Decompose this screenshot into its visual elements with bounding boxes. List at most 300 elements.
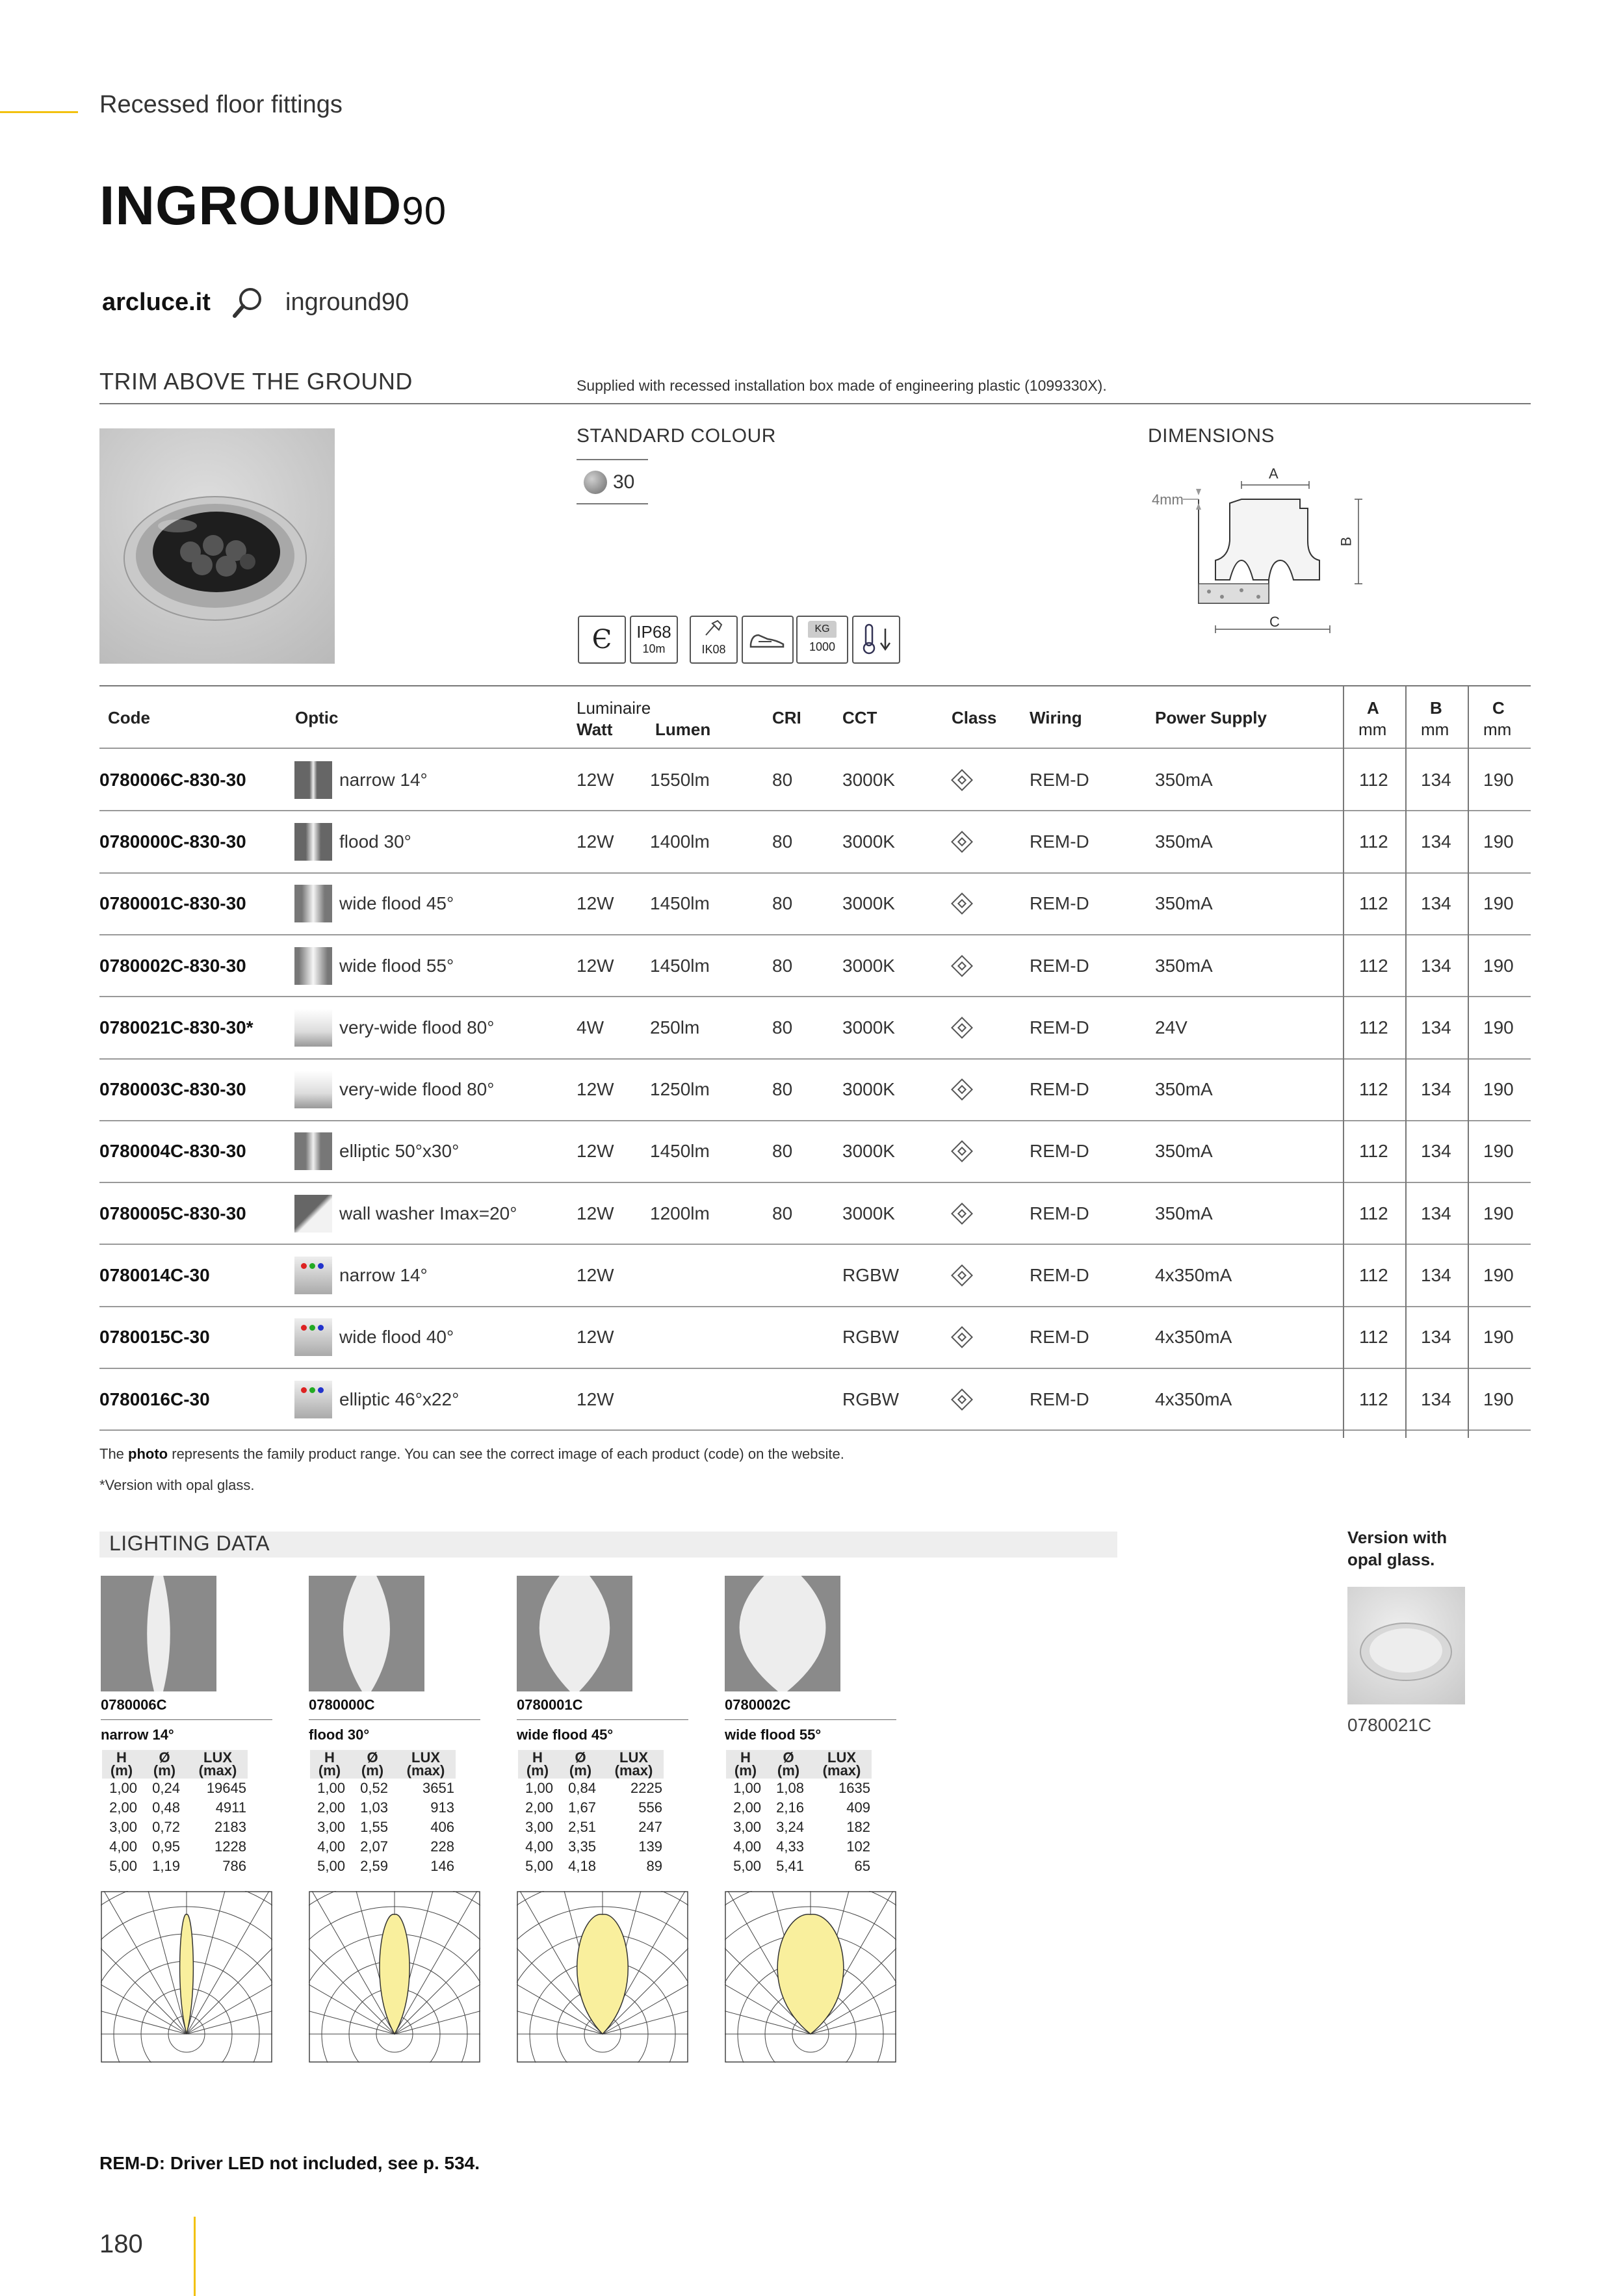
col-header-b-unit: mm [1421,720,1449,739]
load-value-label: 1000 [809,640,836,653]
lux-row [518,1798,664,1818]
cell-optic: wide flood 55° [339,955,454,976]
lux-row [102,1818,248,1837]
lux-value: 228 [430,1838,454,1855]
lux-h: 5,00 [317,1858,345,1874]
lux-h: 5,00 [525,1858,553,1874]
product-title [99,174,447,237]
lux-d: 0,24 [152,1780,180,1796]
col-header-watt: Watt [577,720,613,739]
cell-optic: wall washer Imax=20° [339,1203,517,1223]
table-separator-c [1468,685,1469,1438]
cell-code: 0780000C-830-30 [99,831,246,852]
lighting-code-divider [101,1719,272,1720]
lux-value: 556 [638,1799,662,1816]
lux-col-h: H (m) [518,1750,557,1779]
col-header-b: B [1430,698,1442,718]
product-title-main: INGROUND [99,175,402,236]
ip-rating-icon [630,616,678,664]
lux-d: 4,33 [776,1838,804,1855]
col-header-wiring: Wiring [1030,708,1082,727]
lux-h: 4,00 [525,1838,553,1855]
cell-power: 4x350mA [1155,1327,1232,1348]
cell-code: 0780015C-30 [99,1327,210,1348]
cell-lumen: 1250lm [650,1079,710,1100]
lighting-code-divider [517,1719,688,1720]
col-header-optic: Optic [295,708,339,727]
lighting-optic-name: flood 30° [309,1727,370,1743]
lux-row [518,1837,664,1857]
optic-beam-icon [294,1195,332,1233]
cell-cct: RGBW [842,1265,900,1286]
optic-beam-icon [294,1009,332,1047]
lux-h: 4,00 [109,1838,137,1855]
cell-a: 112 [1359,769,1388,790]
lux-row [518,1779,664,1798]
cell-cri: 80 [772,1017,793,1037]
cell-cri: 80 [772,831,793,852]
lux-d: 0,95 [152,1838,180,1855]
cell-b: 134 [1421,831,1451,852]
polar-diagram [517,1891,688,2063]
cell-wiring: REM-D [1030,955,1089,976]
cell-wiring: REM-D [1030,1327,1089,1348]
cell-optic: elliptic 46°x22° [339,1389,460,1409]
lux-h: 2,00 [109,1799,137,1816]
cell-lumen: 250lm [650,1017,700,1037]
table-row-divider [99,1120,1531,1121]
cell-code: 0780003C-830-30 [99,1079,246,1100]
polar-diagram [725,1891,896,2063]
cell-c: 190 [1483,955,1514,976]
col-header-luminaire: Luminaire [577,698,651,718]
cell-cct: RGBW [842,1327,900,1348]
cell-watt: 12W [577,1265,614,1286]
cell-cct: 3000K [842,1141,895,1162]
load-kg-label: KG [808,621,837,638]
cell-power: 24V [1155,1017,1188,1037]
cell-power: 350mA [1155,1203,1213,1223]
cell-a: 112 [1359,1203,1388,1223]
table-row-divider [99,810,1531,811]
class-symbol-icon [951,831,973,853]
cell-c: 190 [1483,1017,1514,1037]
table-separator-b [1405,685,1407,1438]
lighting-code: 0780006C [101,1697,167,1713]
lighting-code: 0780002C [725,1697,791,1713]
lighting-optic-name: wide flood 55° [725,1727,822,1743]
lux-h: 1,00 [733,1780,761,1796]
cell-a: 112 [1359,955,1388,976]
cell-a: 112 [1359,893,1388,914]
cell-power: 4x350mA [1155,1389,1232,1409]
temperature-icon [852,616,900,664]
rem-d-note: REM-D: Driver LED not included, see p. 534. [99,2153,480,2173]
photo-note-pre: The [99,1446,129,1462]
beam-image [517,1576,632,1691]
lux-d: 2,51 [568,1819,596,1835]
lux-d: 1,08 [776,1780,804,1796]
ip-rating-label: IP68 [636,622,671,642]
colour-code: 30 [613,471,635,493]
table-row-divider [99,1306,1531,1307]
col-header-lumen: Lumen [655,720,711,739]
cell-wiring: REM-D [1030,1203,1089,1223]
lux-col-d: Ø (m) [765,1750,812,1779]
cell-optic: narrow 14° [339,1265,428,1286]
optic-beam-icon [294,1071,332,1108]
lighting-optic-name: wide flood 45° [517,1727,614,1743]
cell-a: 112 [1359,1017,1388,1037]
opal-version-code: 0780021C [1347,1715,1432,1735]
lux-value: 1228 [214,1838,246,1855]
lux-value: 406 [430,1819,454,1835]
lux-h: 1,00 [525,1780,553,1796]
optic-beam-icon [294,885,332,922]
photo-note [99,1446,844,1463]
lux-row [726,1837,872,1857]
beam-image [309,1576,424,1691]
cell-b: 134 [1421,1327,1451,1348]
lux-col-lux: LUX (max) [604,1750,664,1779]
footer-accent-line [194,2217,196,2296]
lux-value: 2225 [630,1780,662,1796]
lux-col-h: H (m) [726,1750,765,1779]
lux-h: 3,00 [109,1819,137,1835]
cell-watt: 12W [577,769,614,790]
cell-code: 0780014C-30 [99,1265,210,1286]
lux-h: 4,00 [317,1838,345,1855]
lux-d: 2,07 [360,1838,388,1855]
lux-d: 3,24 [776,1819,804,1835]
cell-a: 112 [1359,1265,1388,1286]
cell-c: 190 [1483,1265,1514,1286]
cell-power: 350mA [1155,1079,1213,1100]
lux-d: 3,35 [568,1838,596,1855]
cell-optic: very-wide flood 80° [339,1017,495,1037]
cell-c: 190 [1483,893,1514,914]
cell-c: 190 [1483,1203,1514,1223]
cell-cct: 3000K [842,1203,895,1223]
col-header-class: Class [952,708,997,727]
cell-code: 0780021C-830-30* [99,1017,253,1037]
cell-b: 134 [1421,769,1451,790]
optic-beam-icon [294,947,332,985]
cell-lumen: 1550lm [650,769,710,790]
colour-swatch [584,471,607,494]
cell-wiring: REM-D [1030,893,1089,914]
cell-wiring: REM-D [1030,1017,1089,1037]
opal-version-photo [1347,1587,1465,1704]
lux-value: 913 [430,1799,454,1816]
cell-watt: 12W [577,1203,614,1223]
cell-cri: 80 [772,1141,793,1162]
lux-h: 3,00 [525,1819,553,1835]
lux-col-lux: LUX (max) [188,1750,248,1779]
photo-note-bold: photo [128,1446,168,1462]
lux-row [726,1818,872,1837]
cell-wiring: REM-D [1030,831,1089,852]
col-header-a: A [1367,698,1379,718]
dimension-label-a: A [1269,465,1279,482]
standard-colour-heading: STANDARD COLOUR [577,425,776,447]
lux-value: 4911 [215,1799,246,1816]
lux-table [310,1750,456,1876]
cell-cct: 3000K [842,769,895,790]
cell-watt: 12W [577,893,614,914]
cell-cri: 80 [772,893,793,914]
lux-value: 1635 [838,1780,870,1796]
lux-h: 2,00 [733,1799,761,1816]
table-row-divider [99,1244,1531,1245]
lux-value: 2183 [214,1819,246,1835]
cell-code: 0780002C-830-30 [99,955,246,976]
table-row-divider [99,1368,1531,1369]
lux-value: 409 [846,1799,870,1816]
lux-row [102,1798,248,1818]
lux-row [310,1779,456,1798]
cell-cct: 3000K [842,1017,895,1037]
lux-row [310,1837,456,1857]
col-header-a-unit: mm [1358,720,1387,739]
cell-power: 350mA [1155,955,1213,976]
cell-code: 0780016C-30 [99,1389,210,1409]
lux-row [310,1857,456,1876]
cell-a: 112 [1359,1141,1388,1162]
lux-value: 89 [646,1858,662,1874]
lux-col-lux: LUX (max) [396,1750,456,1779]
col-header-cri: CRI [772,708,801,727]
cell-cri: 80 [772,1203,793,1223]
cell-lumen: 1450lm [650,955,710,976]
cell-wiring: REM-D [1030,1079,1089,1100]
table-separator-a [1343,685,1344,1438]
cell-power: 350mA [1155,769,1213,790]
col-header-power: Power Supply [1155,708,1267,727]
trim-heading: TRIM ABOVE THE GROUND [99,368,413,395]
cell-lumen: 1400lm [650,831,710,852]
lux-row [102,1837,248,1857]
dimension-label-b: B [1338,536,1355,547]
class-symbol-icon [951,1203,973,1225]
polar-diagram [309,1891,480,2063]
lighting-code: 0780000C [309,1697,375,1713]
lux-table [102,1750,248,1876]
section-title: Recessed floor fittings [99,91,343,118]
lux-h: 2,00 [525,1799,553,1816]
lighting-code-divider [725,1719,896,1720]
cell-b: 134 [1421,1389,1451,1409]
dimensions-drawing [1144,463,1378,645]
table-top-line [99,685,1531,686]
lux-d: 0,84 [568,1780,596,1796]
lux-col-d: Ø (m) [557,1750,604,1779]
class-symbol-icon [951,1140,973,1162]
lux-row [310,1798,456,1818]
cell-c: 190 [1483,1141,1514,1162]
cell-wiring: REM-D [1030,1389,1089,1409]
website-search-row [102,289,492,321]
lux-value: 3651 [422,1780,454,1796]
lux-value: 247 [638,1819,662,1835]
lux-h: 4,00 [733,1838,761,1855]
lighting-data-heading: LIGHTING DATA [109,1532,270,1555]
cell-wiring: REM-D [1030,769,1089,790]
cell-wiring: REM-D [1030,1265,1089,1286]
cell-a: 112 [1359,831,1388,852]
table-row-divider [99,1058,1531,1060]
lux-h: 5,00 [733,1858,761,1874]
lux-d: 1,03 [360,1799,388,1816]
lighting-code: 0780001C [517,1697,583,1713]
table-row-divider [99,1182,1531,1183]
lux-value: 139 [638,1838,662,1855]
lux-row [518,1857,664,1876]
cell-b: 134 [1421,1265,1451,1286]
trim-divider [99,403,1531,404]
lux-row [102,1857,248,1876]
cell-cct: 3000K [842,893,895,914]
lux-row [102,1779,248,1798]
cell-code: 0780006C-830-30 [99,769,246,790]
lux-h: 2,00 [317,1799,345,1816]
cell-a: 112 [1359,1327,1388,1348]
col-header-c: C [1492,698,1505,718]
website-link[interactable]: arcluce.it [102,289,211,316]
lux-row [726,1857,872,1876]
cell-cri: 80 [772,1079,793,1100]
cell-optic: elliptic 50°x30° [339,1141,460,1162]
cell-code: 0780005C-830-30 [99,1203,246,1223]
beam-image [101,1576,216,1691]
cell-watt: 12W [577,1079,614,1100]
cell-c: 190 [1483,1327,1514,1348]
cell-power: 350mA [1155,831,1213,852]
lighting-code-divider [309,1719,480,1720]
cell-optic: very-wide flood 80° [339,1079,495,1100]
lux-d: 0,48 [152,1799,180,1816]
cell-lumen: 1450lm [650,1141,710,1162]
class-symbol-icon [951,769,973,791]
lux-col-lux: LUX (max) [812,1750,872,1779]
lux-d: 1,19 [152,1858,180,1874]
cell-optic: narrow 14° [339,769,428,790]
lux-h: 1,00 [317,1780,345,1796]
table-row-divider [99,934,1531,935]
cell-lumen: 1450lm [650,893,710,914]
lux-d: 0,72 [152,1819,180,1835]
cell-cct: 3000K [842,1079,895,1100]
col-header-cct: CCT [842,708,877,727]
class-symbol-icon [951,893,973,915]
class-symbol-icon [951,1264,973,1286]
lux-h: 3,00 [317,1819,345,1835]
polar-diagram [101,1891,272,2063]
cell-optic: wide flood 40° [339,1327,454,1348]
lux-value: 65 [854,1858,870,1874]
lux-col-d: Ø (m) [349,1750,396,1779]
lux-d: 1,67 [568,1799,596,1816]
cell-b: 134 [1421,1141,1451,1162]
lux-col-h: H (m) [102,1750,141,1779]
photo-note-post: represents the family product range. You can see the correct image of each product (code) on the website. [168,1446,844,1462]
cell-code: 0780004C-830-30 [99,1141,246,1162]
lux-table [518,1750,664,1876]
ik-rating-label: IK08 [701,643,726,656]
cell-watt: 12W [577,831,614,852]
cell-optic: wide flood 45° [339,893,454,914]
ip-depth-label: 10m [642,642,666,655]
load-kg-icon [796,616,848,664]
cell-b: 134 [1421,893,1451,914]
cell-c: 190 [1483,831,1514,852]
optic-beam-icon [294,1132,332,1170]
cell-lumen: 1200lm [650,1203,710,1223]
lux-row [518,1818,664,1837]
product-title-suffix: 90 [402,189,447,233]
table-row-divider [99,1429,1531,1431]
cell-power: 4x350mA [1155,1265,1232,1286]
cell-watt: 12W [577,955,614,976]
walkover-shoe-icon [742,616,794,664]
cell-b: 134 [1421,955,1451,976]
class-symbol-icon [951,1326,973,1348]
cell-c: 190 [1483,769,1514,790]
cell-b: 134 [1421,1203,1451,1223]
lux-d: 0,52 [360,1780,388,1796]
cell-code: 0780001C-830-30 [99,893,246,914]
page-number: 180 [99,2230,143,2258]
lux-value: 786 [222,1858,246,1874]
cell-b: 134 [1421,1017,1451,1037]
lux-h: 1,00 [109,1780,137,1796]
ik-rating-icon [690,616,738,664]
cell-watt: 12W [577,1327,614,1348]
rgb-optic-icon [294,1381,332,1418]
cell-cct: 3000K [842,955,895,976]
lux-d: 2,16 [776,1799,804,1816]
colour-line-bottom [577,503,648,504]
product-photo [99,428,335,664]
supplied-note: Supplied with recessed installation box made of engineering plastic (1099330X). [577,377,1107,394]
lux-row [726,1779,872,1798]
ce-mark-icon: Є [578,616,626,664]
lux-d: 2,59 [360,1858,388,1874]
lux-h: 5,00 [109,1858,137,1874]
cell-cri: 80 [772,955,793,976]
lux-d: 5,41 [776,1858,804,1874]
table-row-divider [99,996,1531,997]
lux-d: 1,55 [360,1819,388,1835]
beam-image [725,1576,840,1691]
cell-cct: RGBW [842,1389,900,1409]
col-header-c-unit: mm [1483,720,1512,739]
cell-c: 190 [1483,1389,1514,1409]
cell-optic: flood 30° [339,831,411,852]
lux-value: 146 [430,1858,454,1874]
cell-watt: 12W [577,1389,614,1409]
cell-a: 112 [1359,1079,1388,1100]
table-header-line [99,748,1531,749]
cell-wiring: REM-D [1030,1141,1089,1162]
search-term: inground90 [285,289,409,316]
opal-version-label: Version with opal glass. [1347,1528,1448,1569]
lighting-optic-name: narrow 14° [101,1727,174,1743]
optic-beam-icon [294,823,332,861]
table-row-divider [99,872,1531,874]
class-symbol-icon [951,1078,973,1101]
lux-row [726,1798,872,1818]
